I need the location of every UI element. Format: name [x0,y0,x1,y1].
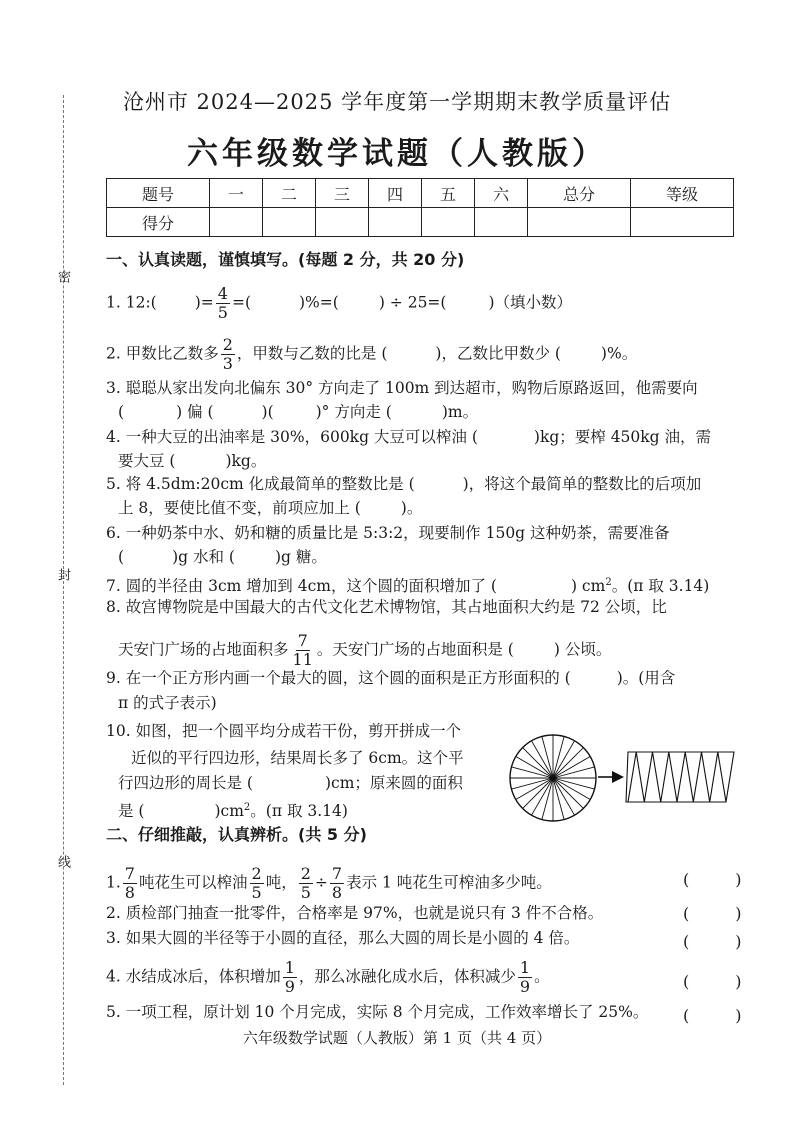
score-table-header-row [107,179,734,208]
fraction: $\frac{7}{8}$ [124,864,135,902]
score-input-cell[interactable] [475,208,528,237]
question-1-2: 2. 甲数比乙数多 $\frac{2}{3}$ ，甲数与乙数的比是 ( )，乙数比甲数少 ( )%。 [106,335,638,373]
fraction: $\frac{2}{5}$ [251,864,262,902]
score-cell: 五 [422,179,475,208]
binding-mark-feng: 封 [55,568,70,581]
exam-title: 六年级数学试题（人教版） [187,136,607,172]
question-1-6-line-1: 6. 一种奶茶中水、奶和糖的质量比是 5:3:2，现要制作 150g 这种奶茶，需要准备 [106,524,670,542]
fraction: $\frac{4}{5}$ [217,284,228,322]
binding-mark-xian: 线 [55,855,70,868]
judgement-2-2: 2. 质检部门抽查一批零件，合格率是 97%，也就是说只有 3 件不合格。 [106,904,604,922]
score-cell: 四 [369,179,422,208]
question-1-10-line-4: 是 ( )$cm^2$。(π 取 3.14) [118,802,348,821]
question-1-8-line-1: 8. 故宫博物院是中国最大的古代文化艺术博物馆，其占地面积大约是 72 公顷，比 [106,598,667,616]
question-1-9-line-2: π 的式子表示) [118,694,217,712]
fraction: $\frac{7}{11}$ [292,631,313,669]
question-1-7: 7. 圆的半径由 3cm 增加到 4cm，这个圆的面积增加了 ( ) $cm^2$。(π 取 3.14) [106,577,710,596]
score-table-score-row [107,208,734,237]
fraction: $\frac{2}{3}$ [222,335,233,373]
answer-bracket-1[interactable]: ( ) [683,870,742,889]
question-1-4-line-2: 要大豆 ( )kg。 [118,452,267,470]
binding-mark-mi: 密 [55,270,70,283]
question-1-9-line-1: 9. 在一个正方形内画一个最大的圆，这个圆的面积是正方形面积的 ( )。(用含 [106,669,676,687]
score-input-cell[interactable] [262,208,315,237]
question-1-10-line-2: 近似的平行四边形，结果周长多了 6cm。这个平 [131,749,464,767]
exam-header: 沧州市 2024—2025 学年度第一学期期末教学质量评估 [122,90,672,114]
judgement-2-4: 4. 水结成冰后，体积增加 $\frac{1}{9}$ ，那么冰融化成水后，体积减少 $\frac{1}{9}$ 。 [106,958,550,996]
score-row-label: 得分 [107,208,210,237]
judgement-2-3: 3. 如果大圆的半径等于小圆的直径，那么大圆的周长是小圆的 4 倍。 [106,929,580,947]
judgement-2-1: 1. $\frac{7}{8}$ 吨花生可以榨油 $\frac{2}{5}$ 吨， $\frac{2}{5}$ ÷ $\frac{7}{8}$ 表示 1 吨花生可榨油多少吨。 [106,864,552,902]
question-1-6-line-2: ( )g 水和 ( )g 糖。 [118,548,327,566]
score-cell: 等级 [631,179,734,208]
score-input-cell[interactable] [422,208,475,237]
score-input-cell[interactable] [528,208,631,237]
answer-bracket-2[interactable]: ( ) [683,904,742,923]
question-1-3-line-2: ( ) 偏 ( )( )° 方向走 ( )m。 [118,403,479,421]
score-cell: 三 [315,179,368,208]
score-input-cell[interactable] [631,208,734,237]
score-cell: 题号 [107,179,210,208]
section-2-title: 二、仔细推敲，认真辨析。(共 5 分) [106,825,367,844]
score-cell: 总分 [528,179,631,208]
score-input-cell[interactable] [209,208,262,237]
circle-to-parallelogram-figure [508,728,740,832]
question-1-5-line-2: 上 8，要使比值不变，前项应加上 ( )。 [118,499,423,517]
parallelogram-figure [626,752,734,802]
binding-dashed-line [63,95,64,1085]
answer-bracket-5[interactable]: ( ) [683,1006,742,1025]
page-footer: 六年级数学试题（人教版）第 1 页（共 4 页） [242,1029,552,1047]
score-cell: 二 [262,179,315,208]
question-1-3-line-1: 3. 聪聪从家出发向北偏东 30° 方向走了 100m 到达超市，购物后原路返回，他需要向 [106,379,698,397]
fraction: $\frac{1}{9}$ [519,958,531,996]
arrow-icon [598,771,624,783]
answer-bracket-3[interactable]: ( ) [683,932,742,951]
score-input-cell[interactable] [369,208,422,237]
score-input-cell[interactable] [315,208,368,237]
question-1-10-line-3: 行四边形的周长是 ( )cm；原来圆的面积 [118,774,463,792]
fraction: $\frac{2}{5}$ [300,864,311,902]
fraction: $\frac{1}{9}$ [284,958,295,996]
question-1-5-line-1: 5. 将 4.5dm:20cm 化成最简单的整数比是 ( )，将这个最简单的整数比的后项加 [106,475,702,493]
score-cell: 一 [209,179,262,208]
section-1-title: 一、认真读题，谨慎填写。(每题 2 分，共 20 分) [106,250,465,269]
judgement-2-5: 5. 一项工程，原计划 10 个月完成，实际 8 个月完成，工作效率增长了 25%。 [106,1003,649,1021]
divided-circle-figure [510,735,596,821]
answer-bracket-4[interactable]: ( ) [683,972,742,991]
score-cell: 六 [475,179,528,208]
question-1-8-line-2: 天安门广场的占地面积多 $\frac{7}{11}$ 。天安门广场的占地面积是 ( ) 公顷。 [118,631,612,669]
score-table [106,178,734,237]
fraction: $\frac{7}{8}$ [331,864,343,902]
question-1-10-line-1: 10. 如图，把一个圆平均分成若干份，剪开拼成一个 [106,722,462,740]
question-1-1: 1. 12:( )= $\frac{4}{5}$ =( )%=( ) ÷ 25=( )（填小数） [106,284,573,322]
question-1-4-line-1: 4. 一种大豆的出油率是 30%，600kg 大豆可以榨油 ( )kg；要榨 450kg 油，需 [106,428,712,446]
